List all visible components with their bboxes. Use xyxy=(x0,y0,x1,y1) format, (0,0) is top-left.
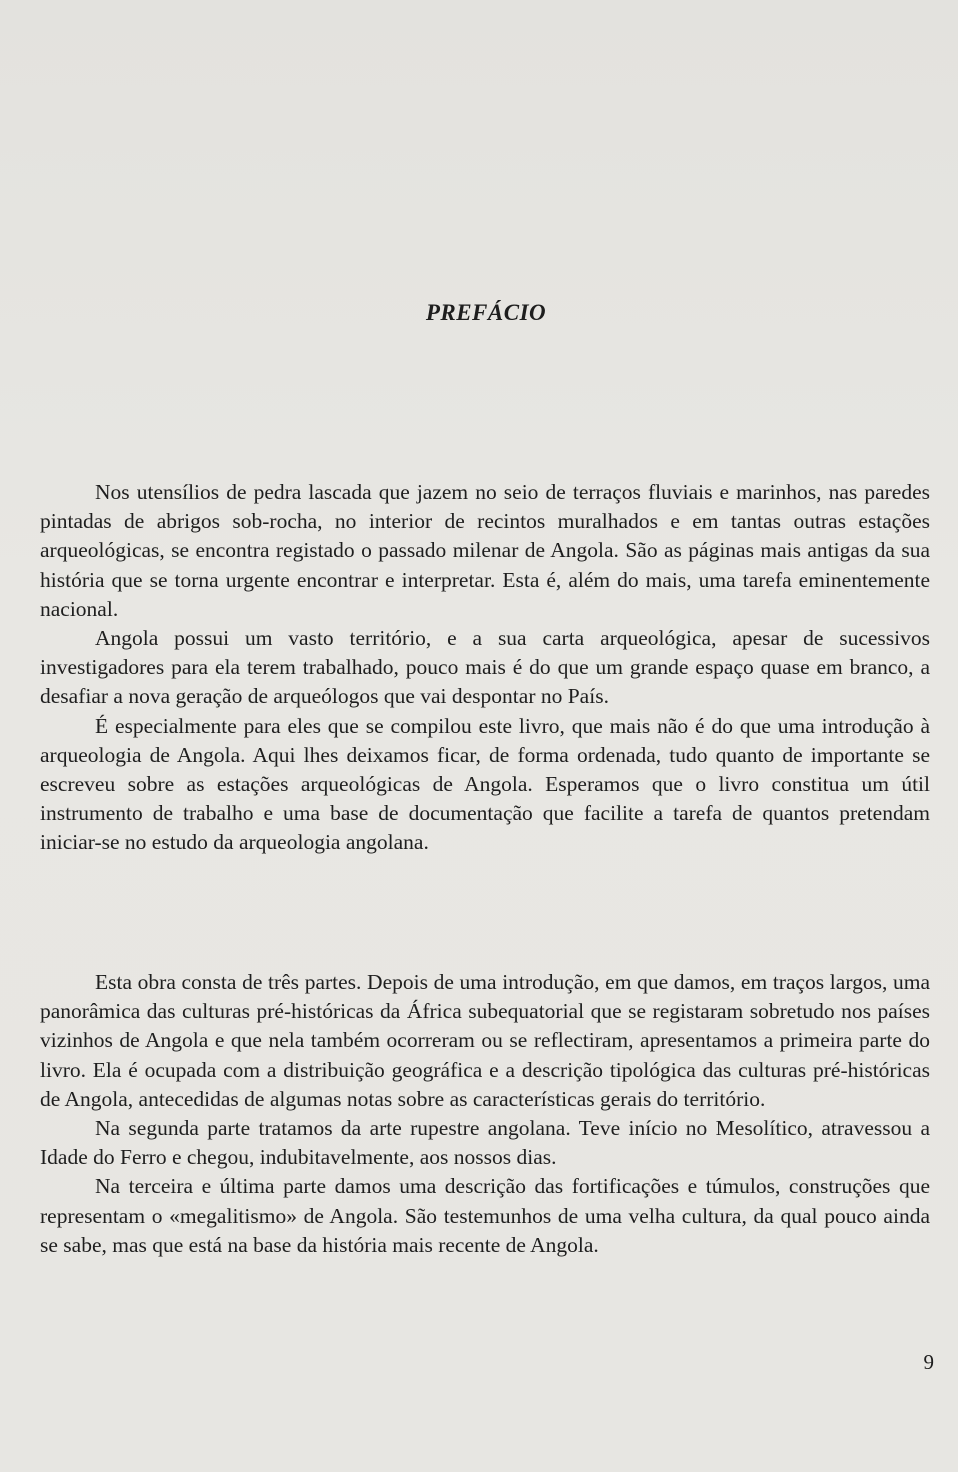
page-number: 9 xyxy=(923,1350,934,1374)
paragraph: Nos utensílios de pedra lascada que jazem no seio de terraços fluviais e marinhos, nas paredes pintadas de abrigos sob-rocha, no interior de recintos muralhados e em tantas outras estações arqueológicas, se encontra registado o passado milenar de Angola. São as páginas mais antigas da sua história que se torna urgente encontrar e interpretar. Esta é, além do mais, uma tarefa eminentemente nacional. xyxy=(40,480,930,621)
preface-section-2 xyxy=(40,968,930,1260)
page-title: PREFÁCIO xyxy=(425,300,547,325)
preface-section-1 xyxy=(40,478,930,858)
paragraph: Angola possui um vasto território, e a sua carta arqueológica, apesar de sucessivos investigadores para ela terem trabalhado, pouco mais é do que um grande espaço quase em branco, a desafiar a nova geração de arqueólogos que vai despontar no País. xyxy=(40,626,930,709)
paragraph: Esta obra consta de três partes. Depois de uma introdução, em que damos, em traços largos, uma panorâmica das culturas pré-históricas da África subequatorial que se registaram sobretudo nos países vizinhos de Angola e que nela também ocorreram ou se reflectiram, apresentamos a primeira parte do livro. Ela é ocupada com a distribuição geográfica e a descrição tipológica das culturas pré-históricas de Angola, antecedidas de algumas notas sobre as características gerais do território. xyxy=(40,970,930,1111)
paragraph: Na segunda parte tratamos da arte rupestre angolana. Teve início no Mesolítico, atravessou a Idade do Ferro e chegou, indubitavelmente, aos nossos dias. xyxy=(40,1116,930,1170)
paragraph: É especialmente para eles que se compilou este livro, que mais não é do que uma introdução à arqueologia de Angola. Aqui lhes deixamos ficar, de forma ordenada, tudo quanto de importante se escreveu sobre as estações arqueológicas de Angola. Esperamos que o livro constitua um útil instrumento de trabalho e uma base de documentação que facilite a tarefa de quantos pretendam iniciar-se no estudo da arqueologia angolana. xyxy=(40,713,930,855)
paragraph: Na terceira e última parte damos uma descrição das fortificações e túmulos, construções que representam o «megalitismo» de Angola. São testemunhos de uma velha cultura, da qual pouco ainda se sabe, mas que está na base da história mais recente de Angola. xyxy=(40,1174,930,1257)
